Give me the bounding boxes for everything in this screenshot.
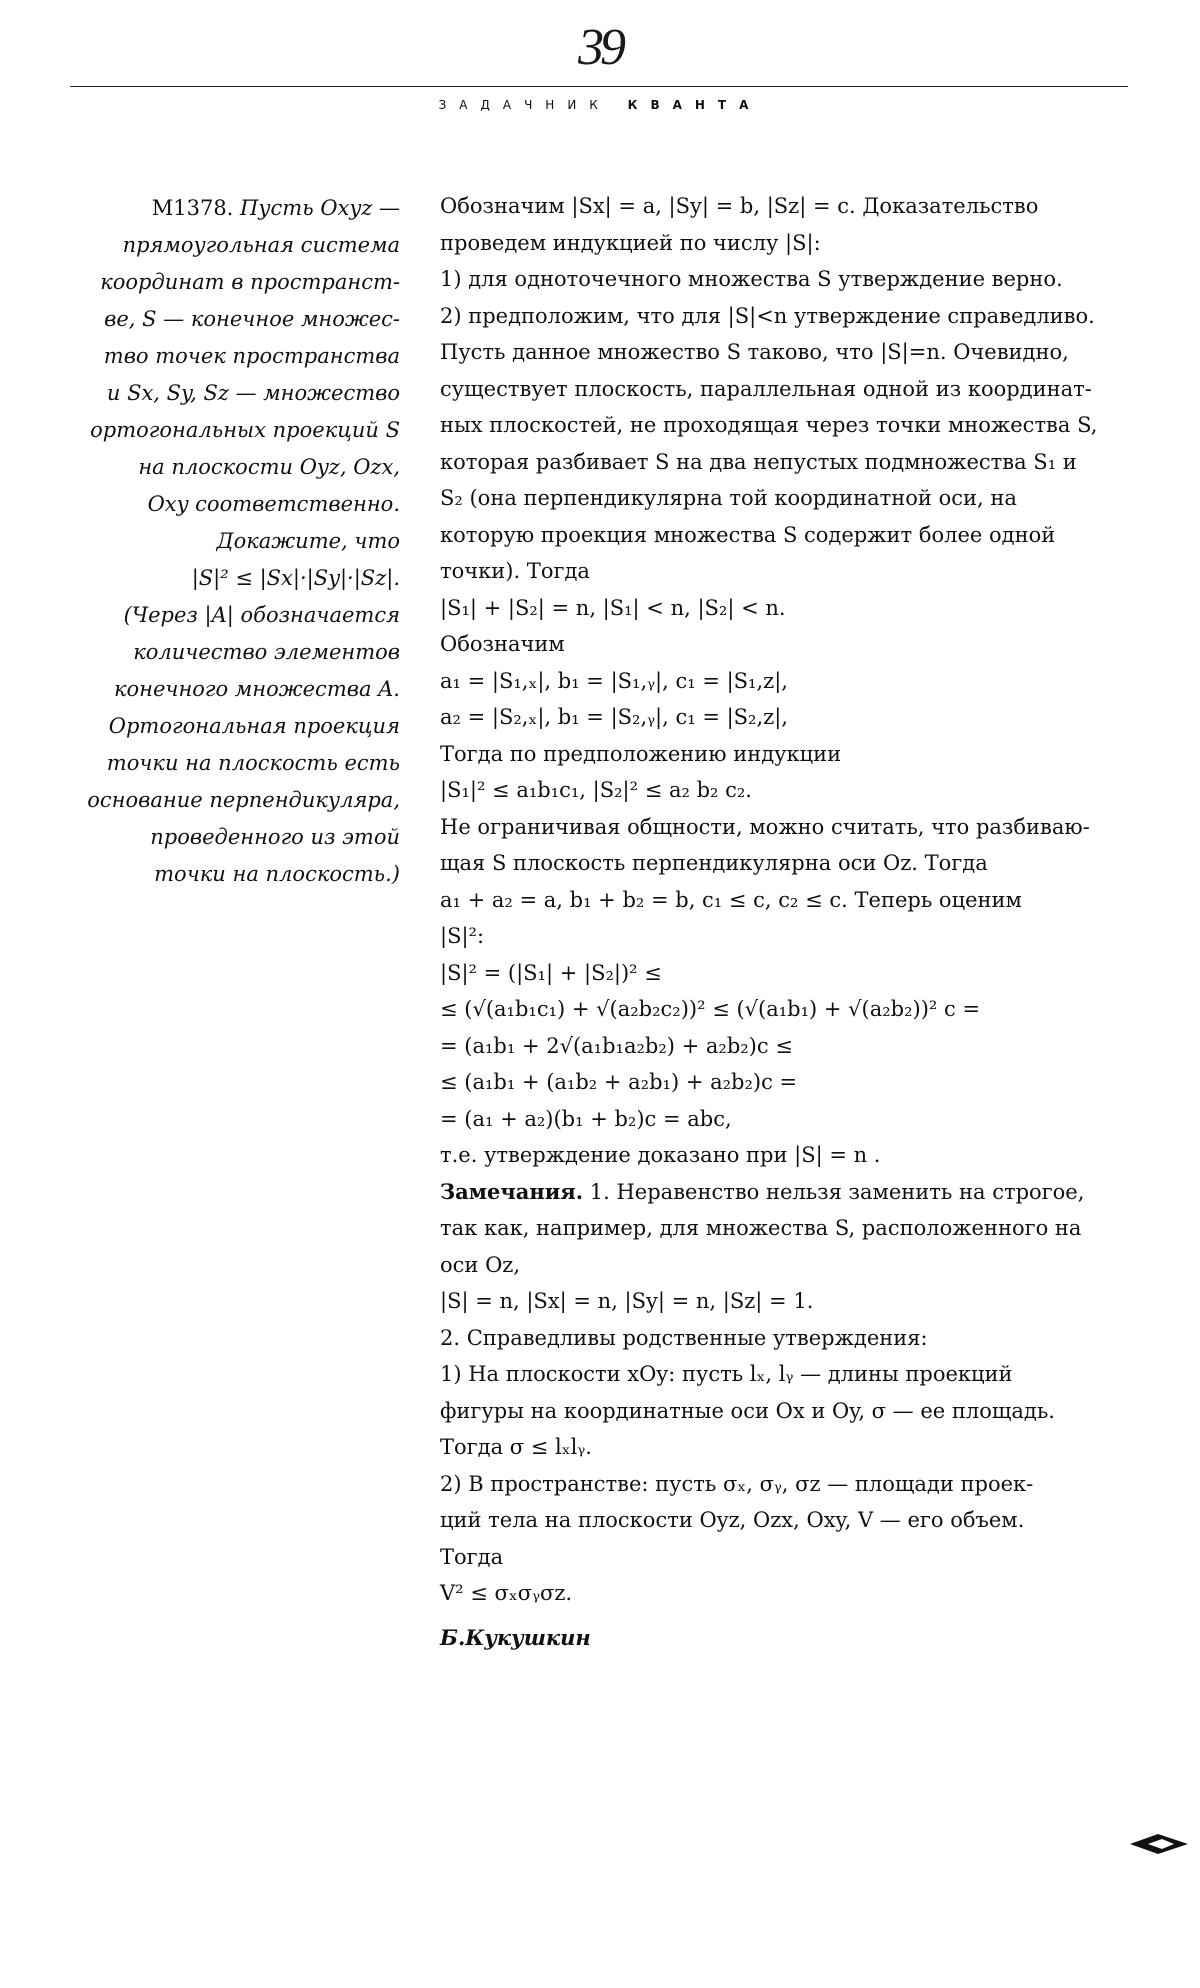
section-title	[0, 98, 1200, 112]
pointer-arrow-icon	[1128, 1830, 1190, 1858]
solution-line: Тогда по предположению индукции	[440, 741, 842, 766]
solution-line: которую проекция множества S содержит более одной	[440, 522, 1056, 547]
problem-line: точки на плоскость.)	[154, 862, 400, 886]
formula-line: a₁ = |S₁,ₓ|, b₁ = |S₁,ᵧ|, c₁ = |S₁,z|,	[440, 668, 788, 693]
problem-line: тво точек пространства	[103, 344, 400, 368]
solution-line: Не ограничивая общности, можно считать, что разбиваю-	[440, 814, 1090, 839]
problem-line: (Через |A| обозначается	[123, 603, 400, 627]
formula-line: a₂ = |S₂,ₓ|, b₁ = |S₂,ᵧ|, c₁ = |S₂,z|,	[440, 705, 788, 729]
problem-line: количество элементов	[133, 640, 400, 664]
problem-line: точки на плоскость есть	[106, 751, 400, 775]
remarks-line: фигуры на координатные оси Ox и Oy, σ — ее площадь.	[440, 1398, 1055, 1423]
solution-line: Пусть данное множество S таково, что |S|=n. Очевидно,	[440, 340, 1069, 364]
formula-line: |S₁|² ≤ a₁b₁c₁, |S₂|² ≤ a₂ b₂ c₂.	[440, 778, 752, 802]
formula-line: ≤ (√(a₁b₁c₁) + √(a₂b₂c₂))² ≤ (√(a₁b₁) + √(a₂b₂))² c =	[440, 997, 981, 1021]
remarks-line: 2. Справедливы родственные утверждения:	[440, 1325, 928, 1350]
header-rule	[70, 86, 1128, 87]
solution-line: S₂ (она перпендикулярна той координатной оси, на	[440, 486, 1017, 510]
problem-line: ортогональных проекций S	[90, 418, 400, 442]
section-title-light: ЗАДАЧНИК	[438, 98, 611, 112]
problem-line: Ортогональная проекция	[108, 714, 400, 738]
problem-line: координат в пространст-	[100, 270, 400, 294]
solution-line: которая разбивает S на два непустых подмножества S₁ и	[440, 449, 1077, 474]
solution-line: существует плоскость, параллельная одной из координат-	[440, 376, 1092, 401]
problem-number: М1378.	[151, 196, 234, 220]
solution-line: 2) предположим, что для |S|<n утверждение справедливо.	[440, 303, 1095, 328]
problem-line: прямоугольная система	[122, 233, 400, 257]
remarks-text: 1. Неравенство нельзя заменить на строгое,	[583, 1179, 1085, 1204]
problem-line: основание перпендикуляра,	[87, 788, 400, 812]
solution-line: Обозначим	[440, 632, 565, 656]
problem-line: ве, S — конечное множес-	[104, 307, 400, 331]
formula-line: = (a₁ + a₂)(b₁ + b₂)c = abc,	[440, 1106, 732, 1131]
problem-line: на плоскости Oyz, Ozx,	[138, 455, 400, 479]
formula-line: |S| = n, |Sx| = n, |Sy| = n, |Sz| = 1.	[440, 1289, 814, 1313]
formula-line: V² ≤ σₓσᵧσz.	[440, 1581, 573, 1605]
section-title-bold: КВАНТА	[627, 98, 762, 112]
formula-line: |S|² = (|S₁| + |S₂|)² ≤	[440, 960, 662, 985]
problem-line: Oxy соответственно.	[147, 492, 400, 516]
solution-line: 1) для одноточечного множества S утверждение верно.	[440, 267, 1063, 291]
formula-line: ≤ (a₁b₁ + (a₁b₂ + a₂b₁) + a₂b₂)c =	[440, 1070, 798, 1094]
remarks-label: Замечания.	[440, 1178, 584, 1204]
formula-line: |S|²:	[440, 924, 485, 948]
remarks-line: Тогда σ ≤ lₓlᵧ.	[440, 1435, 592, 1459]
remarks-line	[440, 1174, 1140, 1211]
solution-line: ных плоскостей, не проходящая через точки множества S,	[440, 413, 1098, 437]
formula-line: |S₁| + |S₂| = n, |S₁| < n, |S₂| < n.	[440, 595, 786, 620]
remarks-line: ций тела на плоскости Oyz, Ozx, Oxy, V — его объем.	[440, 1508, 1025, 1532]
solution-text	[440, 188, 1140, 1656]
solution-line: проведем индукцией по числу |S|:	[440, 230, 821, 255]
formula-line: = (a₁b₁ + 2√(a₁b₁a₂b₂) + a₂b₂)c ≤	[440, 1033, 793, 1058]
problem-statement	[60, 190, 400, 893]
problem-line: Пусть Oxyz —	[240, 196, 400, 220]
remarks-line: 1) На плоскости xOy: пусть lₓ, lᵧ — длины проекций	[440, 1362, 1013, 1386]
solution-line: т.е. утверждение доказано при |S| = n .	[440, 1143, 881, 1167]
remarks-line: оси Oz,	[440, 1252, 521, 1277]
page-number: 39	[578, 19, 622, 76]
solution-line: точки). Тогда	[440, 559, 590, 583]
problem-line: |S|² ≤ |Sx|·|Sy|·|Sz|.	[191, 566, 400, 590]
remarks-line: Тогда	[440, 1544, 504, 1569]
problem-line: проведенного из этой	[150, 825, 400, 849]
author-name: Б.Кукушкин	[440, 1624, 591, 1650]
formula-line: a₁ + a₂ = a, b₁ + b₂ = b, c₁ ≤ c, c₂ ≤ c. Теперь оценим	[440, 887, 1022, 912]
solution-line: Обозначим |Sx| = a, |Sy| = b, |Sz| = c. Доказательство	[440, 194, 1039, 218]
remarks-line: так как, например, для множества S, расположенного на	[440, 1216, 1082, 1240]
remarks-line: 2) В пространстве: пусть σₓ, σᵧ, σz — площади проек-	[440, 1471, 1034, 1496]
problem-line: Докажите, что	[216, 529, 400, 553]
solution-line: щая S плоскость перпендикулярна оси Oz. Тогда	[440, 851, 988, 875]
problem-line: и Sx, Sy, Sz — множество	[106, 381, 400, 405]
problem-line: конечного множества A.	[113, 677, 400, 701]
